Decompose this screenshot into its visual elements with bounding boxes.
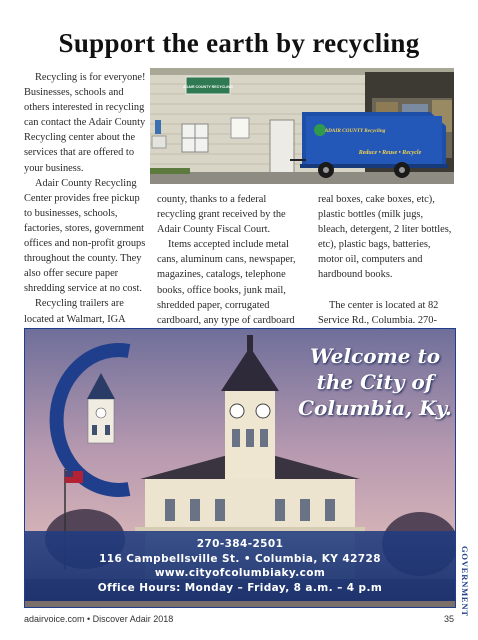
article-column-1: Recycling is for everyone! Businesses, schools and others interested in recycling can contact the Adair County Recycling center about the services that are offered to your business. Adair County Recycling Center provides free pickup to businesses, schools, factories, stores, government offices and non-profit groups throughout the county. They also offer secure paper shredding service at no cost. Recycling trailers are located at Walmart, IGA: [24, 72, 146, 325]
recycling-center-photo: [150, 68, 454, 184]
building-sign-text: ADAIR COUNTY RECYCLING: [183, 85, 233, 89]
welcome-line-2: the City of: [316, 370, 434, 394]
ad-office-hours: Office Hours: Monday – Friday, 8 a.m. – 4 p.m: [97, 581, 383, 594]
side-tab-label: GOVERNMENT: [460, 546, 470, 617]
article-column-2: county, thanks to a federal recycling grant received by the Adair County Fiscal Court. Items accepted include metal cans, aluminum cans, newspaper, magazines, catalogs, telephone books, office books, junk mail, shredded paper, corrugated cardboard, any type of cardboard: [157, 194, 296, 326]
ad-welcome-heading: [295, 343, 455, 421]
footer-publication: adairvoice.com • Discover Adair 2018: [24, 614, 174, 624]
trailer-logo-text: ADAIR COUNTY Recycling: [324, 128, 386, 134]
ad-address: 116 Campbellsville St. • Columbia, KY 42728: [99, 552, 381, 565]
city-of-columbia-ad: [24, 328, 456, 608]
ad-website[interactable]: www.cityofcolumbiaky.com: [154, 567, 326, 579]
section-side-tab: [458, 546, 472, 617]
article-column-3: real boxes, cake boxes, etc), plastic bottles (milk jugs, bleach, detergent, 2 liter bottles, etc), plastic bags, batteries, motor oil, computers and hardbound books. The center is located at 82 Service Rd., Columbia. 270-: [318, 194, 452, 326]
article-title: Support the earth by recycling: [58, 28, 420, 58]
welcome-line-1: Welcome to: [309, 344, 441, 368]
trailer-slogan-text: Reduce • Reuse • Recycle: [358, 150, 422, 156]
ad-contact-banner: [25, 531, 455, 601]
page-number: 35: [443, 614, 454, 624]
welcome-line-3: Columbia, Ky.: [298, 396, 452, 420]
ad-phone: 270-384-2501: [196, 538, 284, 550]
